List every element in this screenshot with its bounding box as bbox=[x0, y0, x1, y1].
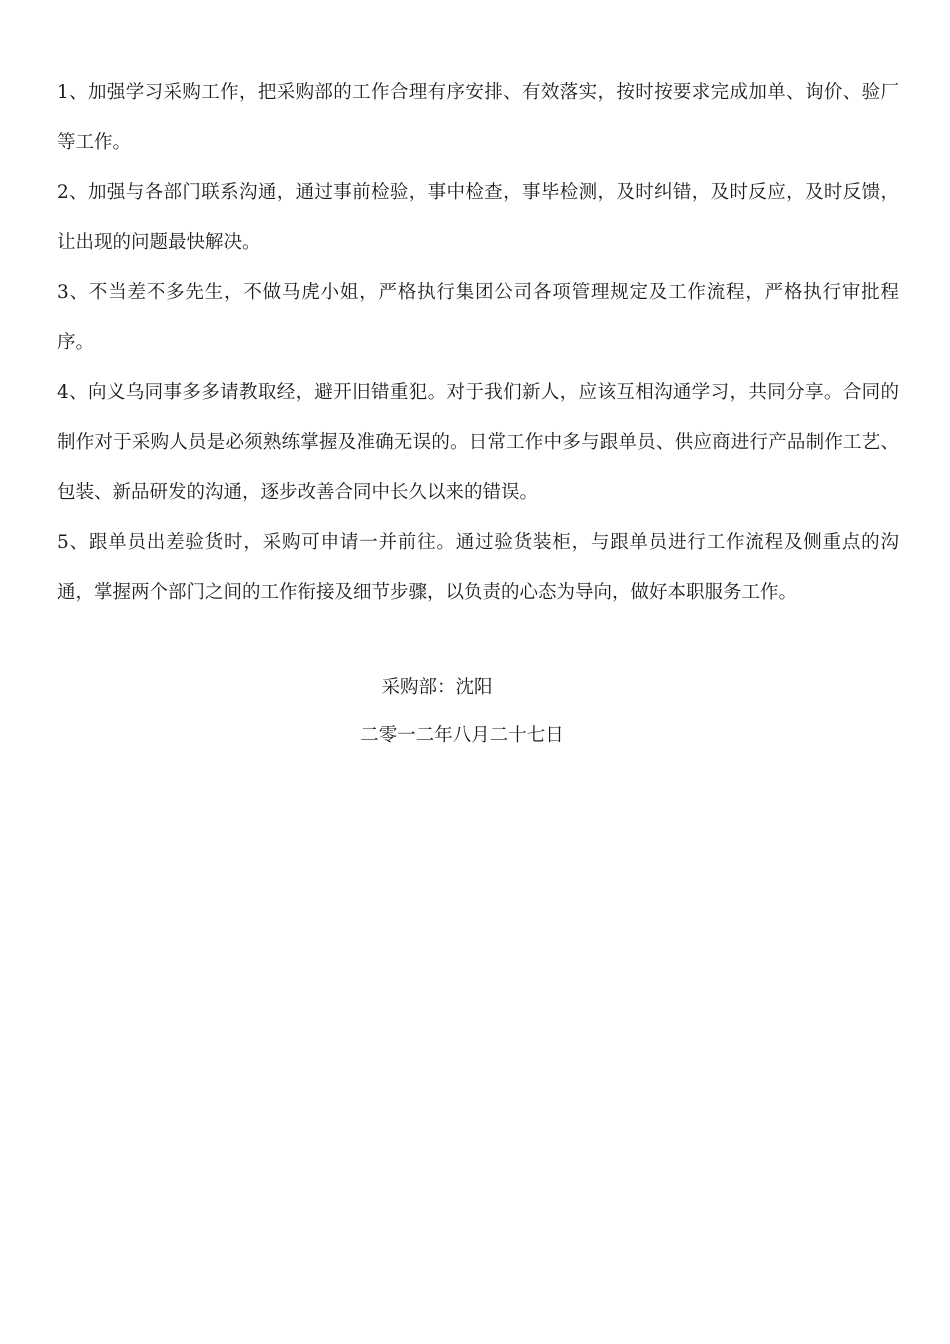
paragraph-item-2: 2、加强与各部门联系沟通，通过事前检验，事中检查，事毕检测，及时纠错，及时反应，及时反馈，让出现的问题最快解决。 bbox=[57, 182, 899, 253]
document-body bbox=[57, 68, 899, 618]
paragraph-item-1: 1、加强学习采购工作，把采购部的工作合理有序安排、有效落实，按时按要求完成加单、询价、验厂等工作。 bbox=[57, 82, 899, 153]
signature-date: 二零一二年八月二十七日 bbox=[360, 725, 564, 746]
paragraph-item-5: 5、跟单员出差验货时，采购可申请一并前往。通过验货装柜，与跟单员进行工作流程及侧重点的沟通，掌握两个部门之间的工作衔接及细节步骤，以负责的心态为导向，做好本职服务工作。 bbox=[57, 532, 899, 603]
paragraph-item-4: 4、向义乌同事多多请教取经，避开旧错重犯。对于我们新人，应该互相沟通学习，共同分享。合同的制作对于采购人员是必须熟练掌握及准确无误的。日常工作中多与跟单员、供应商进行产品制作工艺、包装、新品研发的沟通，逐步改善合同中长久以来的错误。 bbox=[57, 382, 899, 503]
signature-department: 采购部：沈阳 bbox=[381, 677, 493, 698]
paragraph-item-3: 3、不当差不多先生，不做马虎小姐，严格执行集团公司各项管理规定及工作流程，严格执行审批程序。 bbox=[57, 282, 899, 353]
